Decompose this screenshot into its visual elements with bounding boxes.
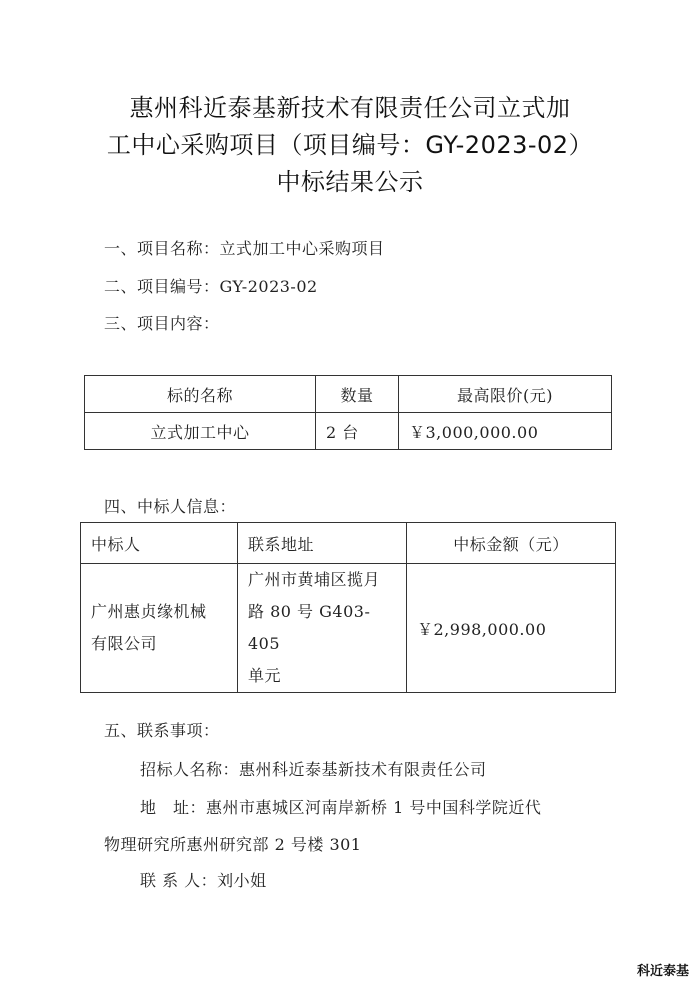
winner-table [80,522,616,693]
header-winner: 中标人 [81,523,238,564]
winner-name-line-1: 广州惠贞缘机械 [91,602,207,621]
winner-address-line-2: 路 80 号 G403-405 [248,602,371,653]
winner-address-line-3: 单元 [248,666,282,685]
tenderer-name-line: 招标人名称：惠州科近泰基新技术有限责任公司 [140,760,487,779]
project-name-line: 一、项目名称：立式加工中心采购项目 [104,239,385,258]
cell-winner-address [238,564,407,693]
document-title-line-1: 惠州科近泰基新技术有限责任公司立式加 [129,94,571,122]
winner-name-line-2: 有限公司 [91,634,158,653]
contact-address-line-1: 地 址：惠州市惠城区河南岸新桥 1 号中国科学院近代 [140,798,542,817]
header-max-price: 最高限价(元) [399,376,612,413]
document-title-line-3: 中标结果公示 [276,168,424,196]
contact-address-line-2: 物理研究所惠州研究部 2 号楼 301 [104,835,362,854]
cell-quantity: 2 台 [316,413,399,450]
header-item-name: 标的名称 [85,376,316,413]
header-bid-amount: 中标金额（元） [407,523,616,564]
table-row [85,413,612,450]
winner-address-line-1: 广州市黄埔区揽月 [248,570,381,589]
table-header-row [85,376,612,413]
document-title-line-2: 工中心采购项目（项目编号：GY-2023-02） [106,131,594,159]
cell-max-price: ￥3,000,000.00 [399,413,612,450]
project-items-table [84,375,612,450]
project-number-line: 二、项目编号：GY-2023-02 [104,277,318,296]
table-row [81,564,616,693]
header-quantity: 数量 [316,376,399,413]
winner-info-heading: 四、中标人信息： [104,497,237,516]
corner-watermark: 科近泰基 [634,959,692,980]
contact-heading: 五、联系事项： [104,721,220,740]
cell-bid-amount: ￥2,998,000.00 [407,564,616,693]
header-address: 联系地址 [238,523,407,564]
cell-winner-name [81,564,238,693]
table-header-row [81,523,616,564]
project-content-heading: 三、项目内容： [104,314,220,333]
cell-item-name: 立式加工中心 [85,413,316,450]
contact-person-line: 联 系 人：刘小姐 [140,871,267,890]
